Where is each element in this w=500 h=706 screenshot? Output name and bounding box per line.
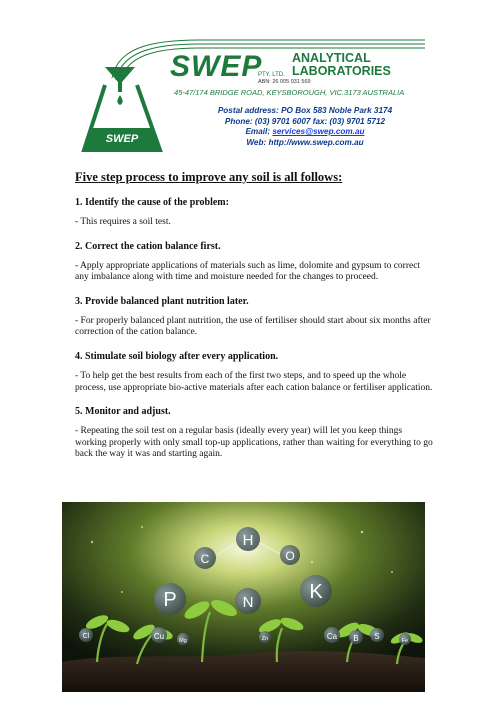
- bubble-zn: Zn: [261, 636, 269, 642]
- letterhead: [0, 0, 500, 160]
- step-heading: 3. Provide balanced plant nutrition later.: [75, 295, 249, 307]
- step-body: - To help get the best results from each of the first two steps, and to speed up the whole process, use appropriate bio-active materials after each cation balance or fertiliser application.: [75, 370, 433, 393]
- bubble-k: K: [309, 581, 323, 603]
- step-body: - For properly balanced plant nutrition, the use of fertiliser should start about six months after correction of the cation balance.: [75, 315, 431, 338]
- bubble-mg: Mg: [179, 638, 187, 644]
- step-heading: 1. Identify the cause of the problem:: [75, 197, 229, 208]
- step-body: - Apply appropriate applications of materials such as lime, dolomite and gypsum to correct any imbalance along with time and moisture needed for the changes to proceed.: [75, 260, 421, 283]
- logo-label: SWEP: [105, 133, 139, 145]
- company-name: [292, 52, 417, 78]
- phone-fax: Phone: (03) 9701 6007 fax: (03) 9701 5712: [224, 116, 386, 126]
- email-line: [195, 127, 415, 138]
- abn-number: ABN: 26 005 031 569: [258, 79, 311, 85]
- company-line-2: LABORATORIES: [292, 64, 391, 78]
- document-body: [75, 170, 435, 473]
- step-heading: 2. Correct the cation balance first.: [75, 240, 221, 252]
- seedlings-nutrients-photo: [62, 502, 425, 692]
- step-3: [75, 296, 435, 339]
- bubble-p: P: [163, 589, 177, 611]
- company-line-1: ANALYTICAL: [292, 51, 371, 65]
- bubble-h: H: [242, 532, 254, 549]
- email-link[interactable]: services@swep.com.au: [272, 127, 365, 136]
- bubble-b: B: [353, 634, 359, 643]
- step-1: [75, 197, 435, 229]
- contact-block: [195, 106, 415, 148]
- bubble-n: N: [242, 594, 254, 611]
- bubble-c: C: [200, 552, 210, 566]
- bubble-ca: Ca: [326, 632, 338, 641]
- step-heading: 4. Stimulate soil biology after every application.: [75, 350, 279, 362]
- step-heading: 5. Monitor and adjust.: [75, 406, 171, 418]
- web-address: Web: http://www.swep.com.au: [246, 137, 364, 147]
- step-body: - Repeating the soil test on a regular basis (ideally every year) will let you keep things working properly with only small top-up applications, rather than waiting for everything to go back the way it was and starting again.: [75, 426, 433, 460]
- postal-address: Postal address: PO Box 583 Noble Park 3174: [217, 106, 393, 115]
- step-2: [75, 241, 435, 284]
- pty-ltd-label: PTY. LTD.: [258, 72, 285, 78]
- brand-wordmark: SWEP: [170, 50, 263, 83]
- bubble-fe: Fe: [401, 638, 409, 644]
- document-title: Five step process to improve any soil is all follows:: [75, 170, 343, 184]
- step-4: [75, 351, 435, 394]
- bubble-cu: Cu: [153, 632, 165, 641]
- bubble-s: S: [374, 632, 380, 641]
- street-address: 45-47/174 BRIDGE ROAD, KEYSBOROUGH, VIC.3173 AUSTRALIA: [174, 88, 405, 97]
- bubble-cl: Cl: [82, 633, 90, 640]
- email-prefix: Email:: [245, 127, 273, 136]
- step-body: - This requires a soil test.: [75, 217, 171, 227]
- bubble-o: O: [285, 549, 295, 563]
- step-5: [75, 406, 435, 461]
